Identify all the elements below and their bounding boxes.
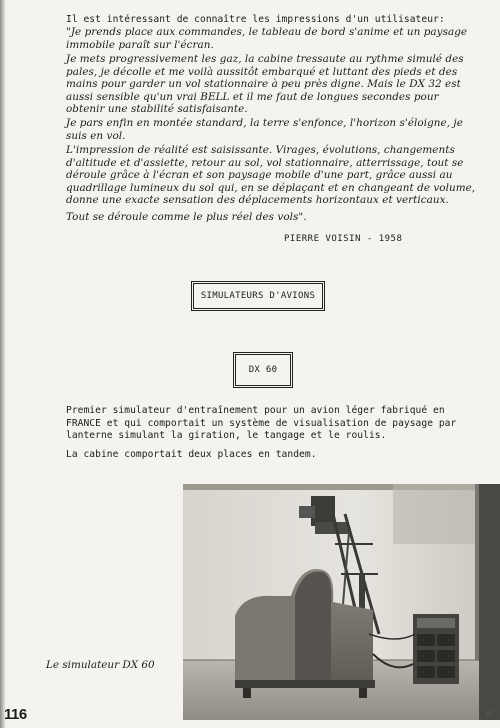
page-binding-shadow: [0, 0, 6, 728]
section-title-box: [193, 283, 323, 309]
quote-paragraph-2: Je mets progressivement les gaz, la cabine tressaute au rythme simulé des pales, je décolle et me voilà aussitôt embarqué et luttant des pieds et des mains pour garder un vol stationnaire à peu près digne. Mais le DX 32 est aussi sensible qu'un vrai BELL et il me faut de longues secondes pour obtenir une stabilité satisfaisante.: [66, 53, 464, 116]
page-number: 116: [4, 706, 27, 723]
description-paragraph-1: Premier simulateur d'entraînement pour un avion léger fabriqué en FRANCE et qui comportait un système de visualisation de paysage par lanterne simulant la giration, le tangage et le roulis.: [66, 405, 457, 442]
model-title: DX 60: [248, 365, 278, 375]
quote-paragraph-1: "Je prends place aux commandes, le tableau de bord s'anime et un paysage immobile paraît sur l'écran.: [66, 26, 468, 51]
photo-number: 33: [486, 711, 493, 717]
section-title: SIMULATEURS D'AVIONS: [200, 291, 316, 301]
simulator-photo-drawing: [183, 484, 500, 720]
model-title-box: [235, 354, 291, 386]
quote-paragraph-5: Tout se déroule comme le plus réel des vols".: [66, 211, 307, 223]
simulator-photograph: [183, 484, 500, 720]
photo-caption: Le simulateur DX 60: [46, 659, 155, 671]
quote-signature: PIERRE VOISIN - 1958: [284, 234, 403, 244]
intro-line: Il est intéressant de connaître les impressions d'un utilisateur:: [66, 14, 445, 25]
quote-paragraph-3: Je pars enfin en montée standard, la terre s'enfonce, l'horizon s'éloigne, je suis en vol.: [66, 117, 463, 142]
quote-paragraph-4: L'impression de réalité est saisissante. Virages, évolutions, changements d'altitude et d'assiette, retour au sol, vol stationnaire, atterrissage, tout se déroule grâce à l'écran et son paysage mobile d'une part, grâce aussi au quadrillage lumineux du sol qui, en se déplaçant et en changeant de volume, donne une exacte sensation des déplacements horizontaux et verticaux.: [66, 144, 476, 207]
description-paragraph-2: La cabine comportait deux places en tandem.: [66, 449, 317, 460]
